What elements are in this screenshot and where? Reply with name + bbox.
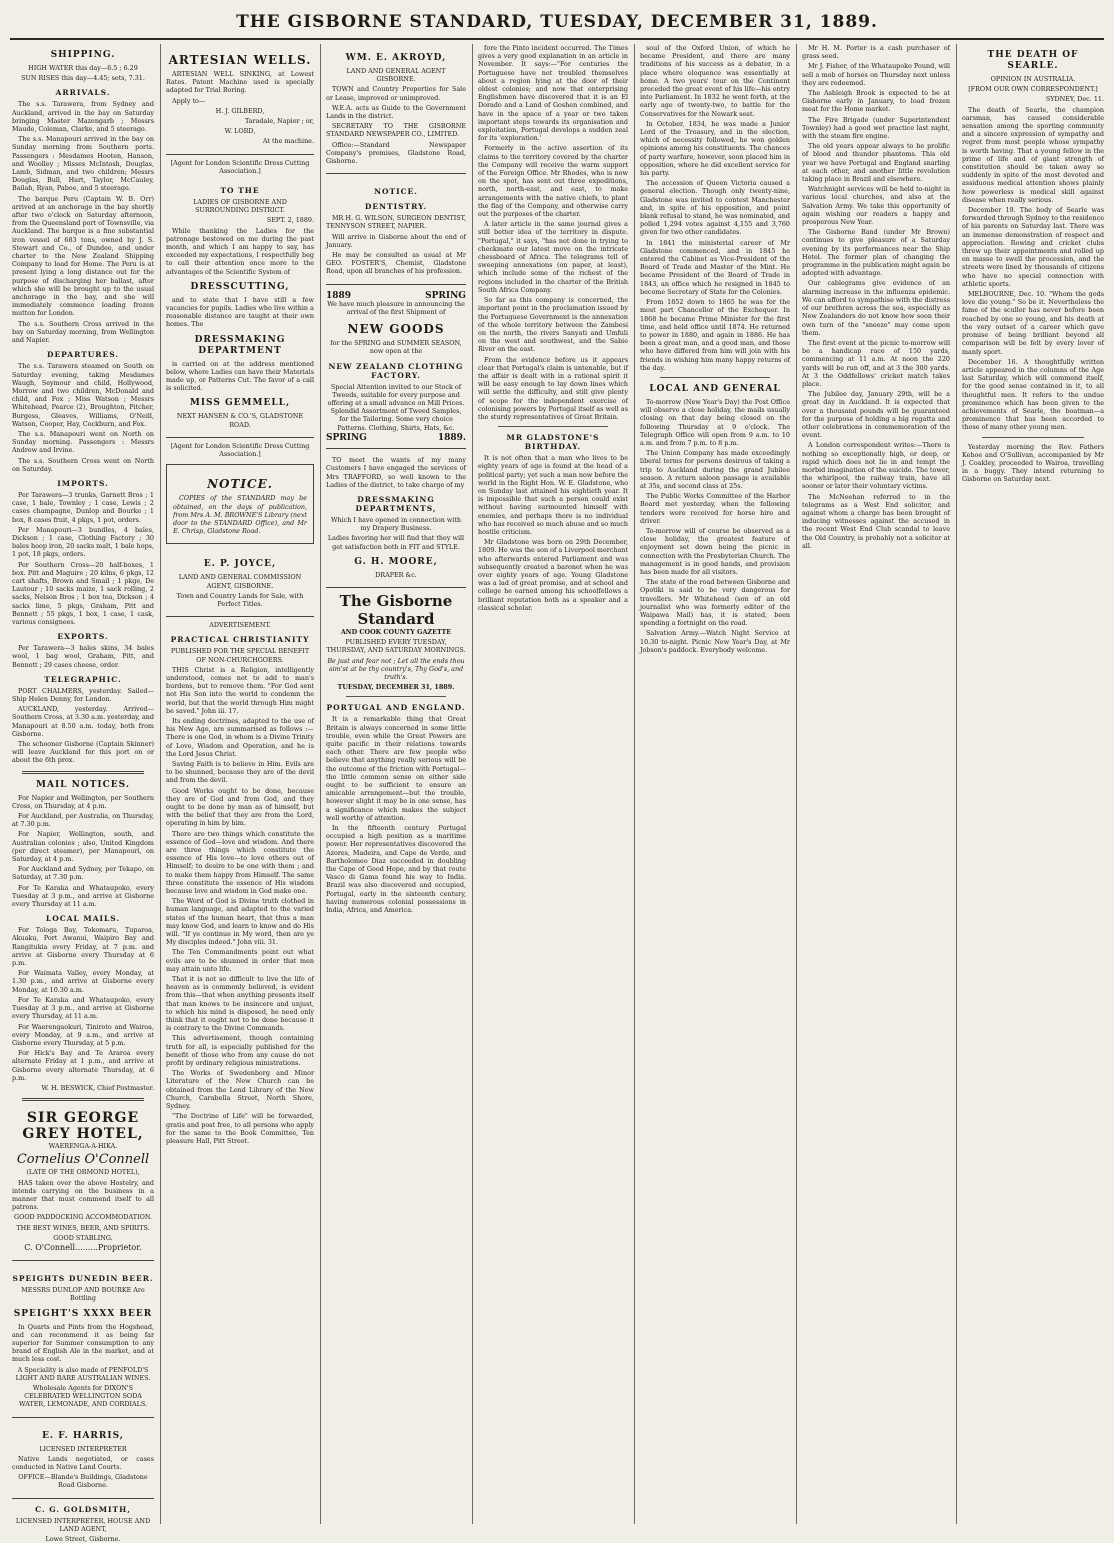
spring-year: 1889. (437, 432, 466, 443)
beer-agents: Wholesale Agents for DIXON'S CELEBRATED WELLINGTON SODA WATER, LEMONADE, AND CORDIALS. (18, 1383, 148, 1409)
christianity-para: The Works of Swedenborg and Minor Literature of the New Church can be obtained from the Lend Library of the New Church, Carabella Street, North Shore, Sydney. (166, 1069, 314, 1111)
divider (346, 696, 446, 697)
gemmell-name: MISS GEMMELL, (189, 398, 291, 409)
akroyd-text: W.E.A. acts as Guide to the Government Lands in the district. (326, 103, 466, 121)
christianity-para: That it is not so difficult to live the life of heaven as is commonly believed, is evident from this—that when anything presents itself that man knows to be insincere and unjust, to which his mind is disposed, he need only think that it ought not to be done because it is contrary to the Divine Commands. (166, 975, 314, 1033)
telegraphic-heading: TELEGRAPHIC. (44, 674, 122, 684)
mail-notices-heading: MAIL NOTICES. (36, 779, 130, 790)
column-rule (956, 44, 957, 1524)
notice-box (166, 464, 314, 544)
column-6 (802, 44, 950, 1524)
hotel-place: WAERENGA-A-HIKA. (48, 1142, 118, 1151)
local-note: The McNeehan referred to in the telegrams as a West End solicitor, and against whom a charge has been brought of inducing witnesses against the accused in the recent West End Club scandal to leave the Old Country, is probably not a solicitor at all. (802, 492, 950, 550)
joyce-name: E. P. JOYCE, (203, 559, 277, 570)
arrival-item: The s.s. Southern Cross arrived in the bay on Saturday morning, from Wellington and Napier. (12, 319, 154, 345)
local-note: The Gisborne Band (under Mr Brown) continues to give pleasure of a Saturday evening by its performances near the Ship Hotel. The former plan of changing the programme in the publication might again be adopted with advantage. (802, 228, 950, 278)
new-goods-heading: NEW GOODS (347, 322, 445, 337)
searle-para: December 16. A thoughtfully written article appeared in the columns of the Age last Saturday, which will commend itself, for the good sense contained in it, to all thoughtful men. It refers to the undue prominence which has been given to the achievements of Searle, the boatman—a prominence that has been accorded to those of many other young men. (962, 357, 1104, 432)
divider (660, 377, 770, 378)
mail-item: For Te Karaka and Whataupoko, every Tuesday at 3 p.m., and arrive at Gisborne every Thursday at 11 a.m. (12, 883, 154, 909)
import-item: Per Tarawera—3 trunks, Garnett Bros ; 1 case, 1 bale, Townley ; 1 case, Lewis ; 2 cases champagne, Dunlop and Bourke ; 1 box, 8 cases fruit, 4 pkgs, 1 pot, orders. (12, 490, 154, 524)
gladstone-para: It is not often that a man who lives to be eighty years of age is found at the head of a political party; yet such a man now before the world in the Right Hon. W. E. Gladstone, who on Sunday last attained his eightieth year. It is impossible that such a person could exist without having surmounted himself with enemies, and perhaps there is no individual who has received so much abuse and so much hostile criticism. (478, 454, 628, 536)
gladstone-para: From 1852 down to 1865 he was for the most part Chancellor of the Exchequer. In 1868 he became Prime Minister for the first time, and held office until 1874. He returned to power in 1880, and again in 1886. He has been a great man, and a good man, and those who have differed from him will join with his friends in wishing him many happy returns of the day. (640, 298, 790, 372)
christianity-para: Saving Faith is to believe in Him. Evils are to be shunned, because they are of the devil and from the devil. (166, 759, 314, 785)
mail-item: For Napier and Wellington, per Southern Cross, on Thursday, at 4 p.m. (12, 793, 154, 810)
dresscutting-word: DRESSCUTTING, (190, 281, 290, 292)
postmaster: W. H. BESWICK, Chief Postmaster. (41, 1083, 154, 1092)
local-item: The Public Works Committee of the Harbor Board met yesterday, when the following tenders were received for horse hire and driver. (640, 492, 790, 525)
import-item: Per Southern Cross—20 half-boxes, 1 box. Pitt and Maguire ; 20 kilns, 6 pkgs, 12 cart shafts, Brown and Smail ; 1 pkge, De Lautour ; 10 sacks maize, 1 sack rolling, 2 sacks, Nelson Bros ; 1 box tea, Dickson ; 4 sacks lime, 5 pkgs, Graham, Pitt and Bennett ; 55 pkgs, 1 box, 1 case, 1 cask, various consignees. (12, 560, 154, 626)
nz-intro: We have much pleasure in announcing the arrival of the first Shipment of (327, 299, 465, 317)
searle-subheading: OPINION IN AUSTRALIA. (990, 75, 1076, 83)
christianity-para: There are two things which constitute the essence of God—love and wisdom. And there are three things which constitute the essence of His love—to love others out of Himself; to desire to be one with them ; and to make them happy from Himself. The same three constitute the essence of His wisdom because love and wisdom in God make one. (166, 829, 314, 896)
clothing-factory-advert (326, 289, 466, 449)
christianity-para: The Word of God is Divine truth clothed in human language, and adapted to the varied states of the human heart, that thus a man may know God, and learn to know and do His will. "If ye continue in My word, then are ye My disciples indeed." John viii. 31. (166, 897, 314, 947)
christianity-para: "The Doctrine of Life" will be forwarded, gratis and post free, to all persons who apply for the same to the Book Committee, Ten pleasure Hall, Pitt Street. (166, 1112, 314, 1145)
dentistry-heading: DENTISTRY. (364, 202, 428, 212)
gladstone-para: Mr Gladstone was born on 29th December, 1809. He was the son of a Liverpool merchant who afterwards entered Parliament and was subsequently created a baronet when he was over eighty years of age. Young Gladstone was a lad of great promise, and at school and college he earned among his schoolfellows a brilliant reputation both as a speaker and a classical scholar. (478, 538, 628, 612)
column-7 (962, 44, 1104, 1524)
departure-item: The s.s. Manapouri went on North on Sunday morning. Passengers : Messrs Andrew and Irvine. (12, 429, 154, 455)
hotel-proprietor-script: Cornelius O'Connell (16, 1152, 150, 1168)
ladies-date: SEPT. 2, 1889. (266, 216, 314, 225)
masthead (0, 0, 1114, 40)
gemmell-addr: NEXT HANSEN & CO.'S, GLADSTONE ROAD. (176, 412, 304, 429)
christianity-para: This advertisement, though containing truth for all, is especially published for the benefit of those who from any cause do not profit by ordinary religious ministrations. (166, 1034, 314, 1068)
divider (22, 771, 144, 774)
moore-name: G. H. MOORE, (354, 556, 438, 567)
harris-office: OFFICE—Blande's Buildings, Gladstone Road Gisborne. (18, 1473, 148, 1490)
dentist-text: Will arrive in Gisborne about the end of January. (326, 232, 466, 249)
local-note: Mr H. M. Porter is a cash purchaser of grass seed. (802, 44, 950, 61)
wells-contact-addr: Taradale, Napier ; or, (244, 117, 314, 126)
local-item: To-morrow (New Year's Day) the Post Office will observe a close holiday, the mails usually closing on that day being closed on the following Thursday at 9 o'clock. The Telegraph Office will open from 9 a.m. to 10 a.m. and from 7 p.m. to 8 p.m. (640, 397, 790, 447)
christianity-para: The Ten Commandments point out what evils are to be shunned in order that men may attain unto life. (166, 948, 314, 973)
spring-word: SPRING (326, 432, 367, 443)
christianity-sub: PUBLISHED FOR THE SPECIAL BENEFIT OF NON-CHURCHGOERS. (170, 647, 310, 664)
column-rule (796, 44, 797, 1524)
local-item: The Union Company has made exceedingly liberal terms for persons desirous of taking a trip to Auckland during the grand Jubilee season. A return saloon passage is available at 35s, and second class at 25s. (640, 449, 790, 490)
export-item: Per Tarawera—3 bales skins, 34 bales wool, 1 bag wool, Graham, Pitt, and Bennett ; 29 cases cheese, order. (12, 644, 154, 669)
beer-spec: A Speciality is also made of PENFOLD'S LIGHT AND RARE AUSTRALIAN WINES. (15, 1365, 151, 1382)
column-1 (12, 44, 154, 1543)
local-general-heading: LOCAL AND GENERAL (649, 383, 781, 394)
ladies-text: is carried on at the address mentioned below, where Ladies can have their Materials made up, or Patterns Cut. The favor of a call is solicited. (166, 359, 314, 393)
hotel-text: HAS taken over the above Hostelry, and intends carrying on the business in a manner that must commend itself to all patrons. (12, 1178, 154, 1212)
nz-text: Special Attention invited to our Stock of Tweeds, suitable for every purpose and offering at a small advance on Mill Prices. Splendid Assortment of Tweed Samples, for the Tailoring. Some very choice Patterns. Clothing, Shirts, Hats, &c. (327, 382, 465, 432)
moore-dept: DRESSMAKING DEPARTMENTS, (355, 494, 437, 513)
article-heading: PORTUGAL AND ENGLAND. (326, 703, 466, 713)
harris-name: E. F. HARRIS, (42, 1430, 124, 1441)
column-4 (478, 44, 628, 1524)
ladies-text: and to state that I have still a few vacancies for pupils. Ladies who live within a reasonable distance are taught at their own homes. The (166, 295, 314, 329)
article-para: A later article in the same journal gives a still better idea of the territory in dispute. "Portugal," it says, "has not done in trying to checkmate our latest move on the intricate chessboard of Africa. The telegrams tell of sweeping annexations (on paper, at least), which include some of the richest of the regions included in the charter of the British South Africa Company. (478, 220, 628, 294)
new-goods-sub: for the SPRING and SUMMER SEASON, now open at the (330, 339, 462, 356)
christianity-para: Its ending doctrines, adapted to the use of his New Age, are summarised as follows :— There is one God, in whom is a Divine Trinity of Love, Wisdom and Operation, and he is the Lord Jesus Christ. (166, 716, 314, 758)
searle-para: The death of Searle, the champion oarsman, has caused considerable sensation among the sporting community and a sincere expression of sympathy and regret from most people whose sympathy is worth having. That a young fellow in the prime of life and of giant strength of constitution should be taken away so suddenly in spite of the most devoted and assiduous medical attention shows plainly how powerless is medical skill against disease when really serious. (962, 105, 1104, 204)
imports-heading: IMPORTS. (57, 478, 109, 488)
nz-factory-name: NEW ZEALAND CLOTHING FACTORY. (328, 361, 464, 380)
wells-contact: W. LORD, (224, 127, 256, 136)
harris-advert (12, 1422, 154, 1499)
local-item: Salvation Army.—Watch Night Service at 10.30 to-night. Picnic New Year's Day, at Mr Jobson's paddock. Everybody welcome. (640, 629, 790, 654)
ladies-sub: LADIES OF GISBORNE AND SURROUNDING DISTRICT. (193, 198, 287, 215)
local-note: A London correspondent writes:—There is nothing so exceptionally high, or deep, or rapid which does not lie in and tempt the morbid imagination of the suicide. The tower, the whirlpool, the railway train, have all sooner or later their voluntary victims. (802, 441, 950, 491)
dentist-text: He may be consulted as usual at Mr GEO. FOSTER'S, Chemist, Gladstone Road, upon all branches of his profession. (326, 251, 466, 276)
gladstone-para: The accession of Queen Victoria caused a general election. Though only twenty-nine, Gladstone was invited to contest Manchester and, in spite of his opposition, and point blank refusal to stand, he was nominated, and polled 1,294 votes against 4,155 and 3,760 given for two other candidates. (640, 179, 790, 237)
moore-title: DRAPER &c. (375, 570, 417, 579)
newspaper-title: The Gisborne Standard (339, 591, 453, 628)
local-item: The state of the road between Gisborne and Opotiki is said to be very dangerous for travellers. Mr Whitehead (son of an old journalist who was formerly editor of the Waipawa Mail) has, it is stated, been spending a fortnight on the road. (640, 578, 790, 628)
moore-text: TO meet the wants of my many Customers I have engaged the services of Mrs TRAFFORD, so well known to the Ladies of the district, to take charge of my (326, 456, 466, 489)
harris-title: LICENSED INTERPRETER (39, 1444, 127, 1453)
local-note: The old years appear always to be prolific of blood and thunder phantoms. This old year we have Portugal and England snarling at each other, and another little revolution taking place in Brazil and elsewhere. (802, 142, 950, 184)
local-item: To-morrow will of course be observed as a close holiday, the greatest feature of enjoyment set down being the picnic in connection with the Presbyterian Church. The management is in good hands, and provision has been made for all visitors. (640, 526, 790, 576)
joyce-advert (166, 550, 314, 617)
mail-item: For Auckland and Sydney, per Tekapo, on Saturday, at 7.30 p.m. (12, 865, 154, 882)
arrival-item: The s.s. Manapouri arrived in the bay on Sunday morning from Southern ports. Passengers : Mesdames Hooten, Hanson, and Woolley ; Misses McIntosh, Douglas, Lamb, Sidman, and two children; Messrs Douglas, Bull, Hart, Taylor, McCauley, Bailah, Ryan, Paboe, and 5 steerage. (12, 135, 154, 193)
wells-contact-addr: At the machine. (262, 137, 314, 146)
beer-heading: SPEIGHTS DUNEDIN BEER. (12, 1274, 154, 1284)
sun-rise: SUN RISES this day—4.45; sets, 7.31. (21, 74, 145, 83)
column-rule (160, 44, 161, 1524)
departure-item: The s.s. Southern Cross went on North on Saturday. (12, 456, 154, 473)
akroyd-name: WM. E. AKROYD, (345, 53, 447, 63)
joyce-text: LAND AND GENERAL COMMISSION AGENT, GISBORNE. (178, 573, 302, 590)
wells-contact: H. J. GILBERD, (215, 106, 265, 115)
notice-heading: NOTICE. (207, 477, 273, 492)
spring-banner (326, 434, 466, 442)
dressmaking-dept: DRESSMAKING DEPARTMENT (194, 334, 286, 356)
agent-note: [Agent for London Scientific Dress Cutting Association.] (170, 158, 310, 175)
spring-banner (326, 292, 466, 300)
moore-text: Ladies favoring her will find that they will get satisfaction both in FIT and STYLE. (327, 534, 465, 551)
spring-year: 1889 (326, 290, 352, 301)
ladies-advert (166, 177, 314, 438)
gladstone-heading: MR GLADSTONE'S BIRTHDAY. (506, 433, 600, 452)
akroyd-office: Office:—Standard Newspaper Company's premises, Gladstone Road, Gisborne. (326, 140, 466, 166)
column-3 (326, 44, 466, 1524)
moore-advert (326, 453, 466, 588)
telegraphic-item: PORT CHALMERS, yesterday. Sailed—Ship Helen Denny, for London. (12, 686, 154, 703)
searle-dateline: SYDNEY, Dec. 11. (1045, 95, 1104, 104)
wells-text: ARTESIAN WELL SINKING, at Lowest Rates. Patent Machine used is specially adapted for Trial Boring. (166, 70, 314, 95)
gladstone-para: In 1841 the ministerial career of Mr Gladstone commenced, and in 1845 he entered the Cabinet as Vice-President of the Board of Trade and Master of the Mint. He became President of the Board of Trade in 1843, an office which he resigned in 1845 to become Secretary of State for the Colonies. (640, 238, 790, 296)
hotel-advert (12, 1107, 154, 1261)
exports-heading: EXPORTS. (57, 632, 109, 642)
local-note: Mr J. Fisher, of the Whataupoko Pound, will sell a mob of horses on Thursday next unless they are redeemed. (802, 62, 950, 87)
wells-advert (166, 44, 314, 155)
christianity-para: THIS Christ is a Religion, intelligently understood, comes not to add to man's burdens, but to remove them. "For God sent not His Son into the world to condemn the world, but that the world through Him might be saved." John iii. 17. (166, 665, 314, 715)
arrivals-heading: ARRIVALS. (55, 88, 111, 98)
gladstone-para: soul of the Oxford Union, of which he became President, and there are many traditions of his success as a debater, in a place where eloquence was essentially at home. A two years' tour on the Continent preceded the great event of his life—his entry into Parliament. In 1832 he went forth, at the early age of twenty-two, to battle for the Conservatives for the Newark seat. (640, 44, 790, 118)
ladies-text: While thanking the Ladies for the patronage bestowed on me during the past month, and which I am happy to say, has exceeded my expectations, I respectfully beg to call their attention once more to the advantages of the Scientific System of (166, 226, 314, 276)
local-mail-item: For Waerengaokuri, Tiniroto and Wairoa, every Monday, at 9 a.m., and arrive at Gisborne every Thursday, at 5 p.m. (12, 1022, 154, 1047)
column-rule (472, 44, 473, 1524)
dentist-advert (326, 178, 466, 284)
article-para: It is a remarkable thing that Great Britain is always concerned in some little trouble, even while the Great Powers are quite pacific in their relations towards each other. There are few people who believe that anything really serious will be the outcome of the friction with Portugal—the little common sense on either side ought to be sufficient to ensure an amicable arrangement—but the trouble, however slight it may be in one sense, has a significance which makes the subject well worthy of attention. (326, 715, 466, 822)
notice-heading: NOTICE. (374, 187, 418, 197)
akroyd-text: TOWN and Country Properties for Sale or Lease, improved or unimproved. (326, 85, 466, 102)
local-mail-item: For Tologa Bay, Tokomaru, Tuparoa, Akuaku, Port Awanui, Waipiro Bay and Rangitukia every Friday, at 7 p.m. and arrive at Gisborne every Thursday at 6 p.m. (12, 926, 154, 968)
telegraphic-item: The schooner Gisborne (Captain Skinner) will leave Auckland for this port on or about the 6th prox. (12, 740, 154, 765)
agent-note: [Agent for London Scientific Dress Cutting Association.] (170, 441, 310, 459)
hotel-late: (LATE OF THE ORMOND HOTEL), (26, 1168, 140, 1177)
akroyd-title: LAND AND GENERAL AGENT GISBORNE. (346, 67, 446, 84)
searle-source: [FROM OUR OWN CORRESPONDENT.] (968, 85, 1098, 94)
beer-advert (12, 1265, 154, 1417)
column-rule (634, 44, 635, 1524)
hotel-stabling: GOOD STABLING. (53, 1233, 113, 1242)
article-para: So far as this company is concerned, the important point in the proclamation issued by the Portuguese Government is the annexation of the whole territory between the Zambesi on the north, the rivers Sanyati and Umfuli on the west and southwest, and the Sabie River on the east. (478, 296, 628, 354)
divider (498, 426, 608, 427)
newspaper-motto: Be just and fear not ; Let all the ends thou aim'st at be thy country's, Thy God's, and truth's. (327, 656, 465, 681)
mail-item: For Napier, Wellington, south, and Australian colonies ; also, United Kingdom (per direct steamer), per Manapouri, on Saturday, at 4 p.m. (12, 830, 154, 864)
joyce-sub: Town and Country Lands for Sale, with Perfect Titles. (176, 591, 304, 608)
hotel-wines: THE BEST WINES, BEER, AND SPIRITS. (16, 1223, 150, 1232)
local-note: Our cablegrams give evidence of an alarming increase in the influenza epidemic. We can afford to sympathise with the distress of our brethren across the sea, especially as New Zealanders do not know how soon their own turn of the "sneeze" may come upon them. (802, 279, 950, 337)
ladies-heading: TO THE (220, 186, 260, 196)
article-para: fore the Pinto incident occurred. The Times gives a very good explanation in an article in November. It says:—"For centuries the Portuguese have not troubled themselves about a region lying at the door of their oldest colonies; and now that enterprising Englishmen have discovered that it is an El Dorado and a Land of Goshen combined, and have in the space of a year or two taken important steps towards its organisation and exploitation, Portugal develops a sudden zeal for its 'exploration.' (478, 44, 628, 143)
local-note: The Jubilee day, January 29th, will be a great day in Auckland. It is expected that over a thousand pounds will be guaranteed for the purpose of holding a big regatta and other celebrations in commemoration of the event. (802, 390, 950, 440)
high-water: HIGH WATER this day—6.5 ; 6.29 (28, 64, 138, 72)
local-mail-item: For Hick's Bay and Te Araroa every alternate Friday at 1 p.m., and arrive at Gisborne every alternate Thursday, at 6 p.m. (12, 1049, 154, 1082)
christianity-para: Good Works ought to be done, because they are of God and from God, and they ought to be done by man as of himself, but with the belief that they are from the Lord, operating in him by him. (166, 786, 314, 828)
notice-text: COPIES of the STANDARD may be obtained, on the days of publication, from Mrs A. M. BROWNE'S Library (next door to the STANDARD Office), and Mr E. Chrisp, Gladstone Road. (173, 494, 307, 536)
searle-para: MELBOURNE, Dec. 10. "Whom the gods love die young." So be it. Nevertheless the fame of the sculler has never before been reached by one so young, and his death at the very outset of a career which gave promise of being brilliant beyond all comparison will be felt by every lover of manly sport. (962, 290, 1104, 356)
dentist-text: MR H. G. WILSON, SURGEON DENTIST, TENNYSON STREET, NAPIER. (326, 214, 466, 231)
shipping-heading: SHIPPING. (50, 50, 116, 60)
arrival-item: The s.s. Tarawera, from Sydney and Auckland, arrived in the bay on Saturday bringing Master Mazengarb ; Messrs Maude, Coleman, Clarke, and 5 steerage. (12, 100, 154, 134)
newspaper-date: TUESDAY, DECEMBER 31, 1889. (337, 683, 455, 692)
akroyd-advert (326, 44, 466, 174)
departures-heading: DEPARTURES. (46, 350, 120, 360)
divider (22, 1098, 144, 1101)
goldsmith-text: LICENSED INTERPRETER, HOUSE AND LAND AGENT, (15, 1516, 151, 1533)
gladstone-para: In October, 1834, he was made a Junior Lord of the Treasury, and in the election, which of necessity followed, he won golden opinions among his constituents. The chances of party warfare, however, soon placed him in opposition, where he did excellent service for his party. (640, 119, 790, 178)
hotel-name: SIR GEORGE GREY HOTEL, (22, 1110, 144, 1143)
beer-text: In Quarts and Pints from the Hogshead, and can recommend it as being far superior for Summer consumption to any brand of English Ale in the market, and at much less cost. (12, 1322, 154, 1364)
searle-para: December 19. The body of Searle was forwarded through Sydney to the residence of his parents on Saturday last. There was an immense demonstration of respect and appreciation. Rowing and cricket clubs threw up their appointments and rolled up en masse to swell the procession, and the streets were lined by thousands of citizens who have no special connection with athletic sports. (962, 206, 1104, 288)
wells-apply: Apply to— (172, 96, 206, 105)
divider (982, 437, 1084, 438)
newspaper-subtitle: AND COOK COUNTY GAZETTE (340, 627, 452, 636)
column-2 (166, 44, 314, 1524)
hotel-proprietor: C. O'Connell.........Proprietor. (24, 1242, 142, 1252)
newspaper-publication: PUBLISHED EVERY TUESDAY, THURSDAY, AND SATURDAY MORNINGS. (326, 638, 466, 655)
wells-heading: ARTESIAN WELLS. (168, 53, 312, 67)
goldsmith-advert (12, 1505, 154, 1543)
beer-name: SPEIGHT'S XXXX BEER (13, 1308, 153, 1319)
article-para: From the evidence before us it appears clear that Portugal's claim is untenable, but if the affair is dealt with in a rational spirit it will be easy enough to lay down lines which will settle the difficulty, and still give plenty of scope for the independent exercise of colonising powers by Portugal itself as well as the sturdy representatives of Great Britain. (478, 355, 628, 421)
local-note: Watchnight services will be held to-night in various local churches, and also at the Salvation Army. We take this opportunity of again wishing our readers a happy and prosperous New Year. (802, 185, 950, 227)
article-para: In the fifteenth century Portugal occupied a high position as a maritime power. Her representatives discovered the Azores, Madeira, and Cape de Verde, and Bartholomeo Diaz succeeded in doubling the Cape of Good Hope, and by that route Vasco di Gama found his way to India. Brazil was also discovered and occupied, Portugal, early in the sixteenth century, having numerous colonial possessions in India, Africa, and America. (326, 823, 466, 915)
departure-item: The s.s. Tarawera steamed on South on Saturday evening, taking Mesdames Waugh, Seymour and child, Hollywood, Morrow and two children, McDonald and child, and Fox ; Miss Watson ; Messrs Whitehead, Pearce (2), Broughton, Pitcher, Burgess, Gleaves, Williams, O'Neill, Watson, Cooper, Hay, Cockburn, and Fox. (12, 362, 154, 428)
local-mails-heading: LOCAL MAILS. (45, 914, 121, 924)
arrival-item: The barque Peru (Captain W. B. Orr) arrived at an anchorage in the bay shortly after two o'clock on Saturday afternoon, from the Queensland port of Townsville, via Auckland. The barque is a fine substantial iron vessel of 683 tons, owned by J. S. Stewart and Co., of Dundee, and under charter to the New Zealand Shipping Company to load for Home. The Peru is at present lying a long distance out for the purpose of discharging her ballast, after which she will be brought up to the usual anchorage in the bay, and she will immediately commence loading frozen mutton for London. (12, 194, 154, 318)
local-mail-item: For Waimata Valley, every Monday, at 1.30 p.m., and arrive at Gisborne every Monday, at 10.30 a.m. (12, 969, 154, 994)
local-note: The Ashleigh Brook is expected to be at Gisborne early in January, to load frozen meat for the Home market. (802, 89, 950, 114)
local-note: The first event at the picnic to-morrow will be a handicap race of 150 yards, commencing at 11 a.m. At noon the 220 yards will be run off, and at 3 the 300 yards. At 3 the Oddfellows' cricket match takes place. (802, 338, 950, 388)
searle-para: Yesterday morning the Rev. Fathers Kehoe and O'Sullivan, accompanied by Mr J. Coakley, proceeded to Wairoa, travelling in a buggy. They intend returning to Gisborne on Saturday next. (962, 442, 1104, 484)
goldsmith-addr: Lowe Street, Gisborne. (45, 1535, 121, 1543)
telegraphic-item: AUCKLAND, yesterday. Arrived—Southern Cross, at 3.30 a.m. yesterday, and Manapouri at 8.50 a.m. today, both from Gisborne. (12, 705, 154, 738)
column-5 (640, 44, 790, 1524)
moore-text: Which I have opened in connection with my Drapery Business. (330, 515, 462, 533)
article-para: Formerly in the active assertion of its claims to the territory covered by the charter the Company will receive the warm support of the Foreign Office. Mr Rhodes, who is now on the spot, has sent out three expeditions, north, north-east, and east, to make arrangements with the native chiefs, to plant the flag of the Company, and otherwise carry out the purposes of the charter. (478, 144, 628, 219)
header-rule (10, 38, 1104, 40)
hotel-paddock: GOOD PADDOCKING ACCOMMODATION. (13, 1213, 153, 1222)
mail-item: For Auckland, per Australia, on Thursday, at 7.30 p.m. (12, 812, 154, 829)
spring-word: SPRING (425, 290, 466, 301)
advertisement-label: ADVERTISEMENT. (209, 621, 271, 630)
local-mail-item: For Te Karaka and Whataupoko, every Tuesday at 3 p.m., and arrive at Gisborne every Thursday, at 11 a.m. (12, 995, 154, 1021)
searle-heading: THE DEATH OF SEARLE. (987, 50, 1079, 71)
beer-agent: MESSRS DUNLOP AND BOURKE Are Bottling (21, 1286, 145, 1303)
goldsmith-name: C. G. GOLDSMITH, (35, 1504, 131, 1514)
column-rule (320, 44, 321, 1524)
import-item: Per Manapouri—3 bundles, 4 bales, Dickson ; 1 case, Clothing Factory ; 30 bales hoop iron, 20 sacks malt, 1 bale hops, 1 pot, 18 pkgs, orders. (12, 525, 154, 559)
harris-text: Native Lands negotiated, or cases conducted in Native Land Courts. (12, 1454, 154, 1471)
akroyd-secretary: SECRETARY TO THE GISBORNE STANDARD NEWSPAPER CO., LIMITED. (326, 122, 466, 139)
page-title: THE GISBORNE STANDARD, TUESDAY, DECEMBER 31, 1889. (236, 12, 878, 32)
christianity-heading: PRACTICAL CHRISTIANITY (170, 635, 310, 645)
local-note: The Fire Brigade (under Superintendent Townley) had a good wet practice last night, with the steam fire engine. (802, 115, 950, 141)
